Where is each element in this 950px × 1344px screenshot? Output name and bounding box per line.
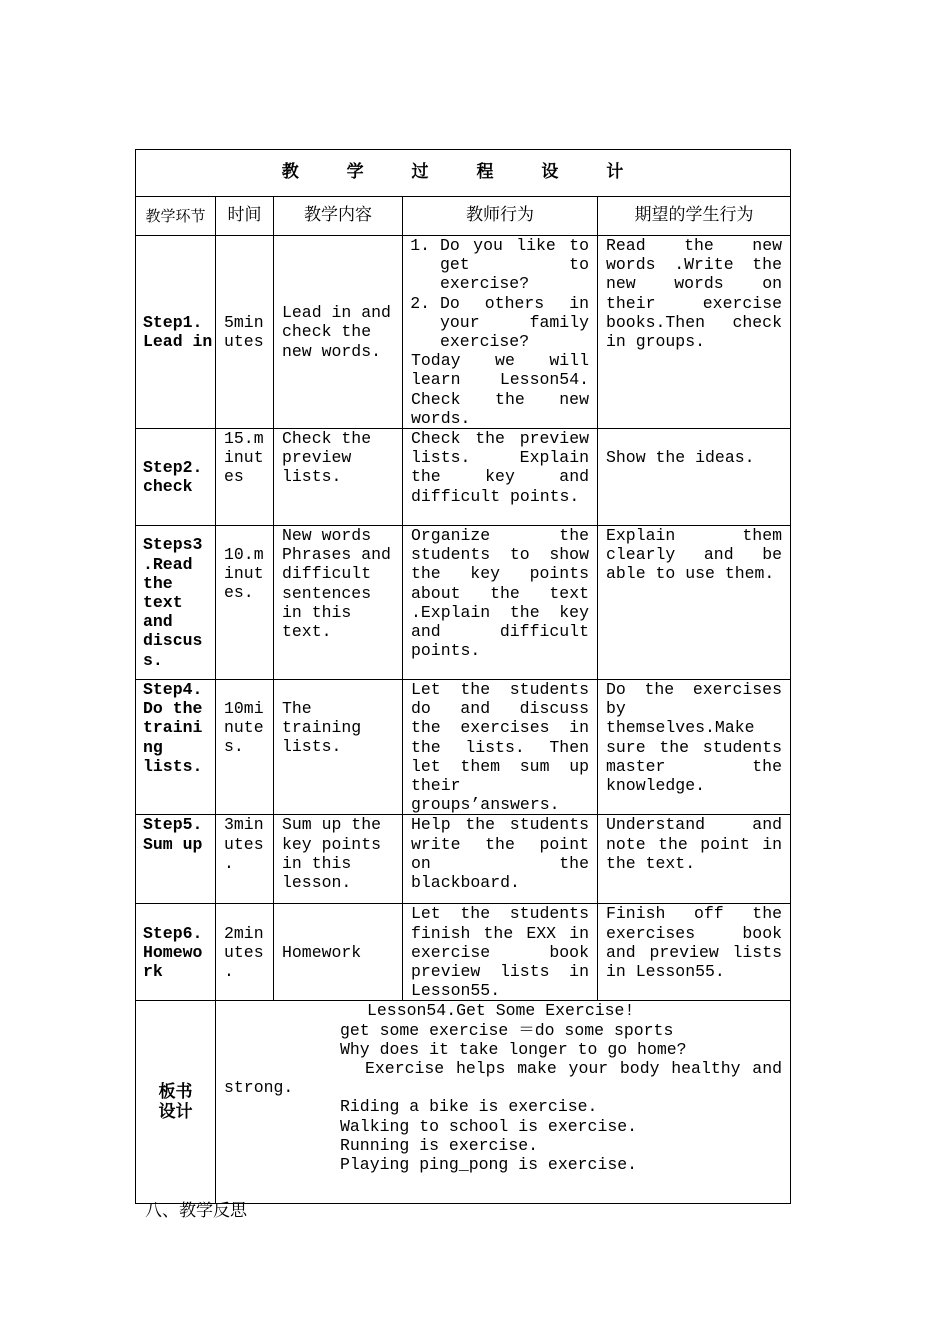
board-line: Lesson54.Get Some Exercise! — [367, 1001, 635, 1021]
header-content: 教学内容 — [274, 197, 403, 236]
header-stage: 教学环节 — [136, 197, 216, 236]
time-cell: 10.m inut es. — [216, 526, 274, 680]
board-line: Riding a bike is exercise. — [340, 1097, 598, 1117]
board-line: get some exercise ＝do some sports — [340, 1020, 674, 1040]
board-design-label — [136, 1001, 216, 1204]
content-cell: The training lists. — [274, 680, 403, 815]
time-cell: 3min utes . — [216, 815, 274, 904]
content-cell: Sum up the key points in this lesson. — [274, 815, 403, 904]
board-design-row — [136, 1001, 791, 1204]
student-cell: Understand and note the point in the text. — [598, 815, 791, 904]
teaching-reflection-heading: 八、教学反思 — [145, 1201, 247, 1221]
board-label-text: 板书设计 — [158, 1082, 193, 1123]
table-row — [136, 680, 791, 815]
teacher-cell: Check the preview lists. Explain the key and difficult points. — [403, 429, 598, 526]
header-teacher: 教师行为 — [403, 197, 598, 236]
list-item: 1. Do you like to get to exercise? — [440, 236, 589, 294]
step-cell: Step6. Homewo rk — [136, 904, 216, 1001]
step-cell: Step2. check — [136, 429, 216, 526]
table-row — [136, 429, 791, 526]
teacher-cell: Organize the students to show the key points about the text .Explain the key and difficult points. — [403, 526, 598, 680]
step-cell: Step5. Sum up — [136, 815, 216, 904]
teacher-text: Today we will learn Lesson54. Check the new words. — [411, 351, 589, 428]
student-cell: Read the new words .Write the new words on their exercise books.Then check in groups. — [598, 236, 791, 429]
table-row — [136, 815, 791, 904]
teacher-cell: Let the students do and discuss the exercises in the lists. Then let them sum up their groups’answers. — [403, 680, 598, 815]
table-row — [136, 904, 791, 1001]
table-row — [136, 526, 791, 680]
teacher-cell: Let the students finish the EXX in exercise book preview lists in Lesson55. — [403, 904, 598, 1001]
teacher-cell — [403, 236, 598, 429]
list-item: 2. Do others in your family exercise? — [440, 294, 589, 352]
board-line: Why does it take longer to go home? — [340, 1039, 687, 1059]
step-cell: Step4. Do the traini ng lists. — [136, 680, 216, 815]
board-line: Playing ping_pong is exercise. — [340, 1155, 638, 1175]
student-cell: Show the ideas. — [598, 429, 791, 526]
board-line: Running is exercise. — [340, 1135, 539, 1155]
time-cell: 5min utes — [216, 236, 274, 429]
content-cell: Homework — [274, 904, 403, 1001]
board-design-content — [216, 1001, 791, 1204]
table-row — [136, 236, 791, 429]
step-cell: Step1. Lead in — [136, 236, 216, 429]
content-cell: Lead in and check the new words. — [274, 236, 403, 429]
table-title: 教 学 过 程 设 计 — [136, 150, 791, 197]
student-cell: Finish off the exercises book and preview lists in Lesson55. — [598, 904, 791, 1001]
student-cell: Do the exercises by themselves.Make sure the students master the knowledge. — [598, 680, 791, 815]
board-line: Walking to school is exercise. — [340, 1116, 638, 1136]
content-cell: New words Phrases and difficult sentences in this text. — [274, 526, 403, 680]
content-cell: Check the preview lists. — [274, 429, 403, 526]
time-cell: 15.m inut es — [216, 429, 274, 526]
header-student: 期望的学生行为 — [598, 197, 791, 236]
teacher-cell: Help the students write the point on the blackboard. — [403, 815, 598, 904]
student-cell: Explain them clearly and be able to use them. — [598, 526, 791, 680]
question-list — [411, 236, 589, 351]
time-cell: 10mi nute s. — [216, 680, 274, 815]
step-cell: Steps3 .Read the text and discus s. — [136, 526, 216, 680]
board-line: Exercise helps make your body healthy and — [365, 1059, 782, 1079]
header-time: 时间 — [216, 197, 274, 236]
time-cell: 2min utes . — [216, 904, 274, 1001]
board-line: strong. — [224, 1078, 294, 1098]
teaching-process-table — [135, 149, 791, 1204]
